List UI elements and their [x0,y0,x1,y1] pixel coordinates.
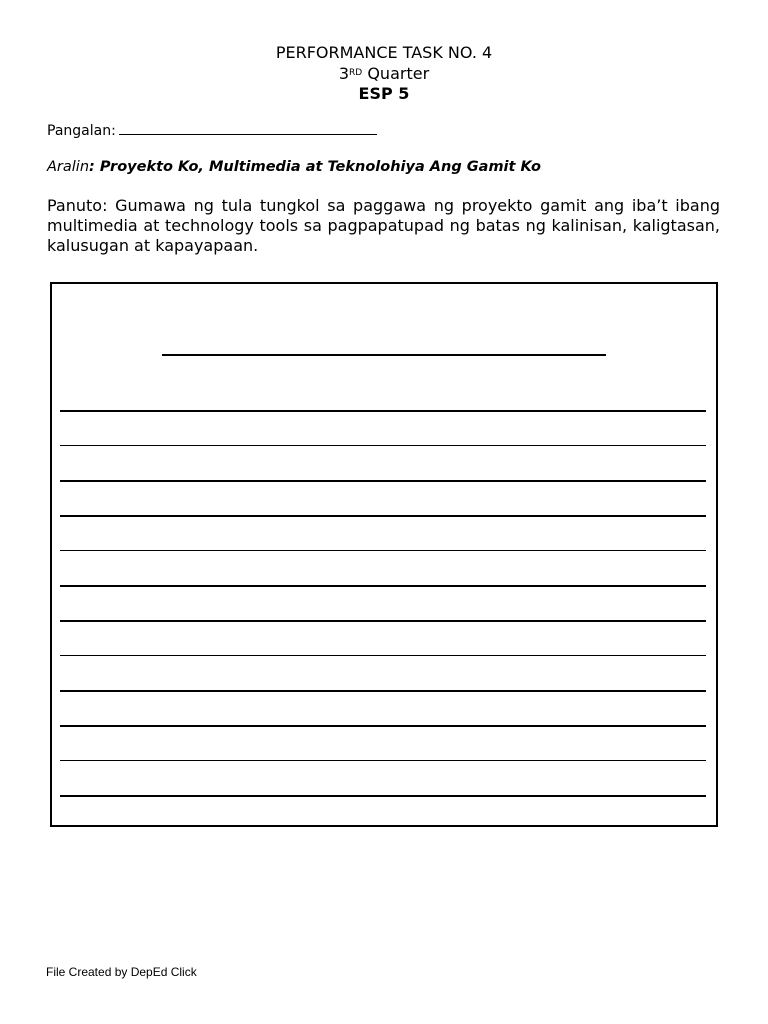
poem-writing-box [50,282,718,827]
quarter-label [0,64,768,85]
quarter-number: 3 [338,63,350,83]
lesson-label: Aralin [47,159,90,175]
lesson-title: : Proyekto Ko, Multimedia at Teknolohiya Ang Gamit Ko [89,159,541,175]
poem-writing-line[interactable] [60,620,706,622]
poem-writing-line[interactable] [60,515,706,517]
lesson-row [47,159,541,175]
poem-writing-line[interactable] [60,550,706,551]
name-blank-line[interactable] [119,122,377,135]
poem-writing-line[interactable] [60,480,706,482]
quarter-suffix: RD [349,67,363,78]
poem-writing-line[interactable] [60,445,706,446]
poem-writing-line[interactable] [60,690,706,692]
task-title: PERFORMANCE TASK NO. 4 [275,43,493,62]
poem-writing-line[interactable] [60,410,706,412]
footer-credit: File Created by DepEd Click [46,965,197,979]
name-label: Pangalan: [47,123,116,139]
poem-writing-line[interactable] [60,585,706,587]
name-field [47,122,377,139]
poem-writing-line[interactable] [60,795,706,797]
poem-writing-line[interactable] [60,655,706,656]
instructions-paragraph: Panuto: Gumawa ng tula tungkol sa paggawa ng proyekto gamit ang iba’t ibang multimedia at technology tools sa pagpapatupad ng batas ng kalinisan, kaligtasan, kalusugan at kapayapaan. [47,196,720,255]
poem-title-line[interactable] [162,354,606,356]
subject-title: ESP 5 [358,84,410,103]
poem-writing-line[interactable] [60,760,706,761]
poem-writing-line[interactable] [60,725,706,727]
quarter-word: Quarter [367,63,430,83]
document-header [0,43,768,105]
